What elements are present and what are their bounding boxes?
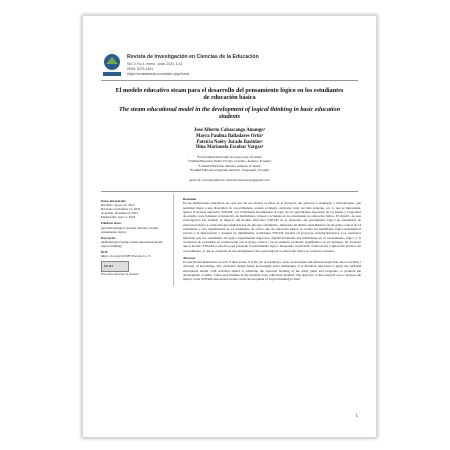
journal-issn: ISSN: 3073-1461 [127,67,154,71]
resumen-text: En las instituciones educativas en cada uno de sus niveles es labor de la docencia, dar apertura a estrategias y metodologías, que permitan llegar a una diversidad de conocimientos, usando el diseño curricular cada vez más exigente, por lo que es importante, aplicar el modelo educativo STEAM, con actividades encaminadas al logro de los aprendizajes esperados de los planes y programas de estudio, para fomentar el desarrollo de habilidades, valores y actitudes en los estudiantes de educación básica. El objetivo de esta investigación fue analizar el impacto del modelo educativo STEAM en el desarrollo del pensamiento lógico en estudiantes de educación básica. La metodología empleada fue de enfoque cuantitativo, utilizando un diseño experimental con un grupo control de 14 estudiantes y otro experimental de 14 estudiantes de octavo año de educación básica, se evaluó las habilidades lógico matemáticas previas a la intervención y después de implementar actividades STEAM basadas en proyectos interdisciplinarios. Los resultados muestran que los estudiantes del grupo experimental mejoraron significativamente sus habilidades en el razonamiento lógico y la resolución de problemas en comparación con el grupo control, con un aumento promedio significativo en los puntajes. Se concluye que el modelo STEAM es efectivo para potenciar el pensamiento lógico, integrando creatividad, colaboración y aplicación práctica del conocimiento, lo que lo convierte en una herramienta clave para mejorar la educación básica en contextos actuales. [183,201,361,253]
abstract-heading: Abstract [183,255,196,260]
keywords-en-heading: Keywords: [101,235,116,240]
license-text: Esta obra está bajo la licencia [101,272,139,277]
author: Patricia Noëry Jurado Bastidas³ [196,139,263,145]
date-line: Aceptado: diciembre 6, 2023 [101,211,138,216]
header-divider [101,80,358,81]
keywords-en: methodological guide; steam educational model; logical thinking; [101,239,163,248]
paper-page [82,15,377,438]
page-number: 1 [355,414,358,419]
doi-link[interactable]: https:// doi.org/10.59877/ricedu 2.1-13 [101,254,151,259]
journal-issue: Vol. 2, No 1, enero - junio 2024, 1-13 [127,62,183,66]
author: Mayra Paulina Balladares Ortiz² [195,133,264,139]
column-divider [173,194,174,286]
article-data-heading: Datos del artículo: [101,199,127,203]
date-line: Recibido: agosto 12, 2023 [101,203,135,208]
keywords-es: guía Metodológica; modelo educativo steam; pensamiento lógico; [101,225,159,234]
affiliation-list [113,155,346,173]
cc-license-icon[interactable] [101,261,129,272]
affiliation: ⁴Unidad Educativa Segundo Sanchez, Guayaquil, Ecuador [189,168,270,173]
affiliation: ³Unidad Educativa Ambato, Ambato, Ecuador [198,163,261,168]
affiliation: ²Unidad Educativa Pedro Fermín Cevallos, Ambato, Ecuador. [187,159,272,164]
doi-heading: DOI: [101,250,109,255]
author: Dina Marianela Escobar Vargas⁴ [195,145,264,151]
date-line: Revisado: noviembre 15, 2023 [101,207,141,212]
resumen-heading: Resumen [183,197,197,201]
paper-title-es: El modelo educativo steam para el desarrollo del pensamiento lógico en los estudiantes de educación básica [115,87,344,102]
affiliation: ¹Universidad Particular de Loja, Loja, Ecuador. [196,155,263,159]
author-list [113,128,346,151]
body-divider [101,191,358,192]
date-line: Publicación: enero 1, 2024 [101,215,136,220]
journal-title: Revista de Investigación en Ciencias de la Educación [127,54,259,60]
paper-title-en: The steam educational model in the development of logical thinking in basic education students [118,106,341,121]
keywords-es-heading: Palabras clave: [101,221,122,226]
correspondence: Autor de correspondencia: albertocabascango@gmail.com [189,178,270,182]
journal-url: https://revistaricedu.com/index.php/ricedu [127,72,190,76]
journal-logo-icon [101,52,123,78]
license-badge: CC BY [104,264,114,269]
article-metadata [101,197,163,276]
abstract-column [183,197,361,282]
author: José Alberto Cabascango Amango¹ [193,128,266,133]
abstract-text: In educational institutions at each of their levels, it is the job of teaching to open up strategies and methodologies that allow reaching a diversity of knowledge. The curricular design being increasingly more demanding, it is therefore important to apply the STEAM educational model, with activities aimed at achieving the expected learning of the study plans and programs, to promote the development of skills, values and attitudes in the students' basic education students. The objective of this research was to analyze the impact of the STEAM educational model on the development of logical thinking in basic [183,260,361,282]
